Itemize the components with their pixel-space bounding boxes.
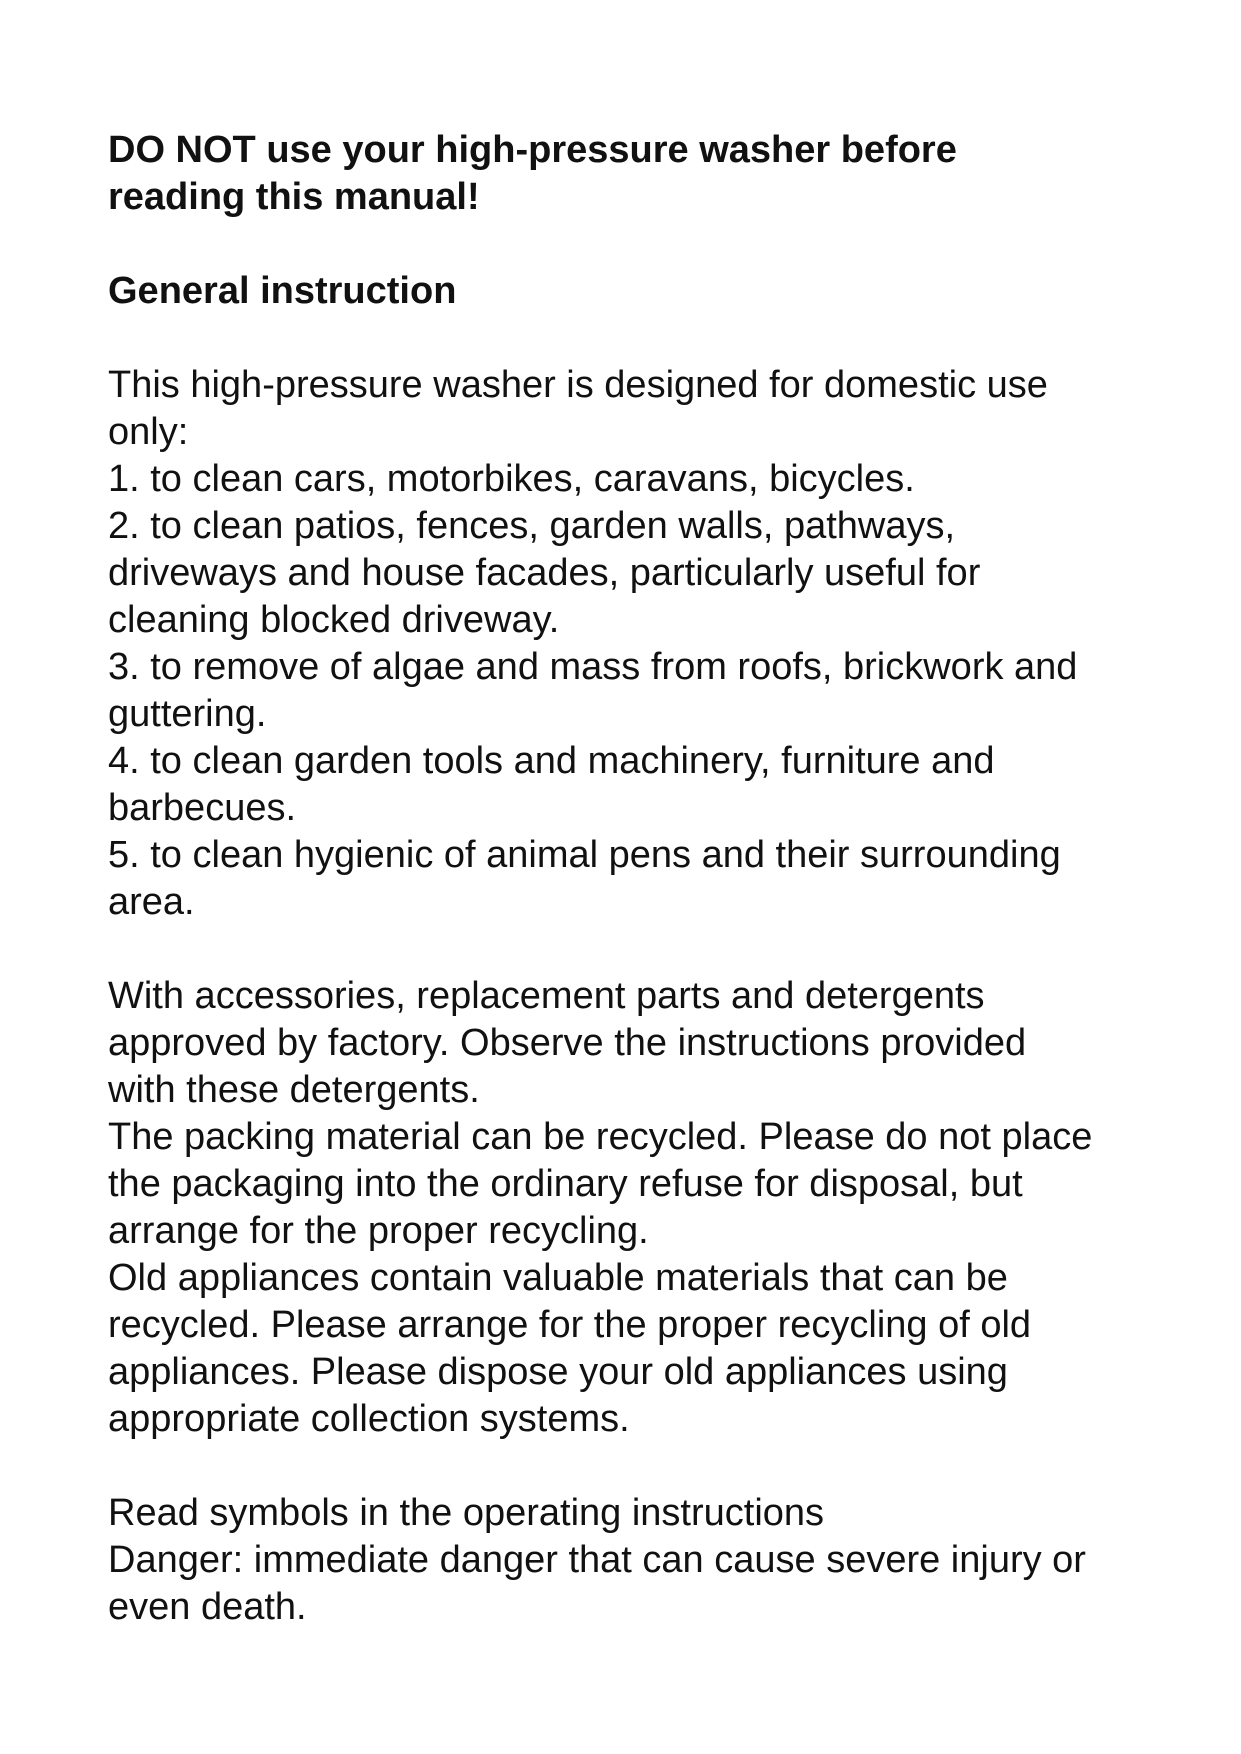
spacer: [108, 926, 1148, 973]
warning-line: reading this manual!: [108, 176, 480, 218]
text-line: With accessories, replacement parts and detergents: [108, 975, 985, 1017]
intro-paragraph: [108, 362, 1148, 456]
text-line: appropriate collection systems.: [108, 1398, 630, 1440]
text-line: Old appliances contain valuable materials that can be: [108, 1257, 1008, 1299]
text-line: Danger: immediate danger that can cause severe injury or: [108, 1539, 1086, 1581]
list-line: area.: [108, 881, 195, 923]
list-line: barbecues.: [108, 787, 297, 829]
text-line: The packing material can be recycled. Please do not place: [108, 1116, 1093, 1158]
list-line: 4. to clean garden tools and machinery, furniture and: [108, 740, 995, 782]
spacer: [108, 315, 1148, 362]
list-line: guttering.: [108, 693, 267, 735]
warning-line: DO NOT use your high-pressure washer before: [108, 129, 957, 171]
text-line: recycled. Please arrange for the proper recycling of old: [108, 1304, 1032, 1346]
text-line: with these detergents.: [108, 1069, 480, 1111]
text-line: Read symbols in the operating instructions: [108, 1492, 825, 1534]
symbols-paragraph: [108, 1490, 1148, 1631]
uses-list: [108, 456, 1148, 926]
spacer: [108, 1443, 1148, 1490]
section-heading: General instruction: [108, 270, 457, 312]
spacer: [108, 221, 1148, 268]
text-line: appliances. Please dispose your old appliances using: [108, 1351, 1008, 1393]
list-line: 2. to clean patios, fences, garden walls, pathways,: [108, 505, 956, 547]
warning-block: [108, 127, 1148, 221]
text-line: approved by factory. Observe the instructions provided: [108, 1022, 1027, 1064]
text-line: This high-pressure washer is designed for domestic use: [108, 364, 1048, 406]
list-line: 3. to remove of algae and mass from roofs, brickwork and: [108, 646, 1078, 688]
recycling-paragraph: [108, 973, 1148, 1443]
list-line: 5. to clean hygienic of animal pens and their surrounding: [108, 834, 1061, 876]
list-line: cleaning blocked driveway.: [108, 599, 560, 641]
list-line: 1. to clean cars, motorbikes, caravans, bicycles.: [108, 458, 915, 500]
text-line: only:: [108, 411, 189, 453]
list-line: driveways and house facades, particularly useful for: [108, 552, 981, 594]
text-line: even death.: [108, 1586, 307, 1628]
text-line: the packaging into the ordinary refuse for disposal, but: [108, 1163, 1023, 1205]
manual-page: [108, 127, 1148, 1631]
text-line: arrange for the proper recycling.: [108, 1210, 649, 1252]
